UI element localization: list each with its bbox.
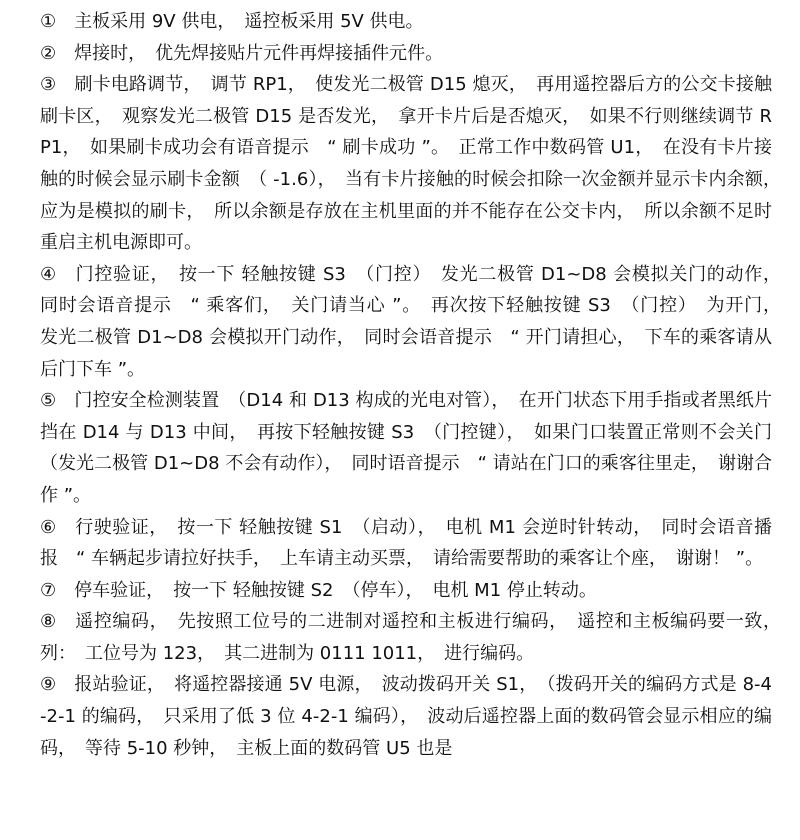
paragraph-4: ④ 门控验证， 按一下 轻触按键 S3 （门控） 发光二极管 D1~D8 会模拟关门的动作， 同时会语音提示 “ 乘客们， 关门请当心 ”。 再次按下轻触按键 S3 （门控） 为开门， 发光二极管 D1~D8 会模拟开门动作， 同时会语音提示 “ 开门请担心， 下车的乘客请从后门下车 ”。: [40, 263, 790, 380]
paragraph-2: ② 焊接时， 优先焊接贴片元件再焊接插件元件。: [40, 42, 444, 64]
paragraph-5: ⑤ 门控安全检测装置 （D14 和 D13 构成的光电对管）， 在开门状态下用手指或者黑纸片挡在 D14 与 D13 中间， 再按下轻触按键 S3 （门控键）， 如果门口装置正常则不会关门 （发光二极管 D1~D8 不会有动作）， 同时语音提示 “ 请站在门口的乘客往里走， 谢谢合作 ”。: [40, 390, 790, 506]
paragraph-9: ⑨ 报站验证， 将遥控器接通 5V 电源， 波动拨码开关 S1， （拨码开关的编码方式是 8-4-2-1 的编码， 只采用了低 3 位 4-2-1 编码）， 波动后遥控器上面的数码管会显示相应的编码， 等待 5-10 秒钟， 主板上面的数码管 U5 也是: [40, 674, 772, 759]
paragraph-8: ⑧ 遥控编码， 先按照工位号的二进制对遥控和主板进行编码， 遥控和主板编码要一致， 列： 工位号为 123， 其二进制为 0111 1011， 进行编码。: [40, 611, 790, 664]
paragraph-1: ① 主板采用 9V 供电， 遥控板采用 5V 供电。: [40, 11, 424, 32]
paragraph-7: ⑦ 停车验证， 按一下 轻触按键 S2 （停车）， 电机 M1 停止转动。: [40, 579, 597, 601]
paragraph-3: ③ 刷卡电路调节， 调节 RP1， 使发光二极管 D15 熄灭， 再用遥控器后方的公交卡接触刷卡区， 观察发光二极管 D15 是否发光， 拿开卡片后是否熄灭， 如果不行则继续调节 RP1， 如果刷卡成功会有语音提示 “ 刷卡成功 ”。 正常工作中数码管 U1， 在没有卡片接触的时候会显示刷卡金额 （ -1.6）， 当有卡片接触的时候会扣除一次金额并显示卡内余额， 应为是模拟的刷卡， 所以余额是存放在主机里面的并不能存在公交卡内， 所以余额不足时重启主机电源即可。: [40, 74, 790, 254]
paragraph-6: ⑥ 行驶验证， 按一下 轻触按键 S1 （启动）， 电机 M1 会逆时针转动， 同时会语音播报 “ 车辆起步请拉好扶手， 上车请主动买票， 请给需要帮助的乘客让个座， 谢谢！ ”。: [40, 516, 772, 570]
